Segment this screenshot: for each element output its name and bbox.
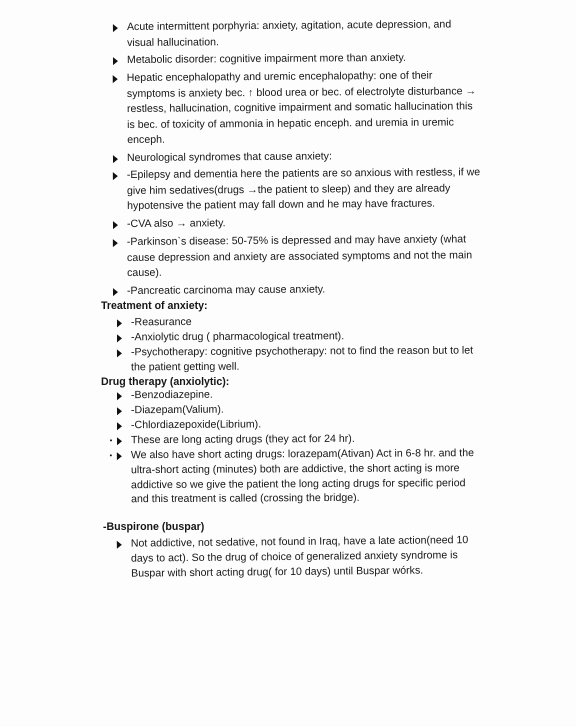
list-item-text: ultra-short acting (minutes) both are addictive, the short acting is more (130, 461, 460, 476)
list-item-text: -Psychotherapy: cognitive psychotherapy: not to find the reason but to let (130, 344, 474, 359)
bullet-icon (117, 541, 122, 549)
bullet-icon (113, 57, 118, 65)
bullet-icon (117, 334, 122, 342)
list-item-text: addictive so we give the patient the long acting drugs for specific period (131, 476, 466, 491)
bullet-icon (117, 437, 122, 445)
list-item-text: Metabolic disorder: cognitive impairment more than anxiety. (126, 51, 406, 67)
bullet-icon (113, 155, 118, 163)
list-item-text: restless, hallucination, cognitive impairment and somatic hallucination this (126, 100, 473, 115)
list-item-text: Acute intermittent porphyria: anxiety, agitation, acute depression, and (126, 18, 452, 34)
list-item-text: and this treatment is called (crossing the bridge). (131, 492, 360, 506)
list-item (0, 343, 576, 375)
treatment-heading: Treatment of anxiety: (101, 300, 208, 312)
bullet-icon (113, 288, 118, 296)
list-item-text: Not addictive, not sedative, not found in Iraq, have a late action(need 10 (130, 534, 469, 550)
list-item (0, 165, 576, 216)
bullet-icon (117, 350, 122, 358)
list-item-text: -Pancreatic carcinoma may cause anxiety. (126, 282, 326, 297)
treatment-list (0, 316, 576, 375)
list-item-text: -CVA also → anxiety. (126, 217, 226, 231)
list-item (0, 67, 576, 149)
list-item-text: Hepatic encephalopathy and uremic encephalopathy: one of their (126, 69, 433, 84)
list-item-text: -Benzodiazepine. (130, 388, 213, 402)
list-item-text: These are long acting drugs (they act for 24 hr). (130, 432, 355, 447)
list-item (0, 50, 576, 70)
list-item (0, 16, 576, 52)
list-item-text: -Chlordiazepoxide(Librium). (130, 418, 262, 432)
bullet-icon (113, 24, 118, 32)
buspirone-list (0, 534, 576, 584)
causes-list (0, 18, 576, 300)
bullet-icon (113, 75, 118, 83)
list-item-text: -Epilepsy and dementia here the patients are so anxious with restless, if we (126, 166, 481, 182)
list-item-text: -Diazepam(Valium). (130, 403, 224, 417)
list-item-text: We also have short acting drugs: lorazepam(Ativan) Act in 6-8 hr. and the (130, 447, 474, 462)
drug-therapy-heading: Drug therapy (anxiolytic): (101, 376, 230, 388)
list-item-text: cause depression and anxiety are associated symptoms and not the main (126, 248, 473, 264)
dot-icon (110, 439, 112, 441)
bullet-icon (117, 319, 122, 327)
list-item-text: enceph. (127, 133, 165, 147)
bullet-icon (117, 452, 122, 460)
list-item-text: symptoms is anxiety bec. ↑ blood urea or bec. of electrolyte disturbance → (126, 84, 477, 100)
list-item-text: days to act). So the drug of choice of generalized anxiety syndrome is (130, 549, 458, 565)
bullet-icon (117, 392, 122, 400)
list-item-text: the patient getting well. (131, 360, 240, 374)
bullet-icon (113, 172, 118, 180)
list-item-text: cause). (127, 266, 162, 279)
list-item (0, 231, 576, 282)
list-item-text: Buspar with short acting drug( for 10 days) until Buspar wórks. (131, 564, 424, 581)
list-item-text: -Reasurance (130, 315, 192, 329)
bullet-icon (117, 407, 122, 415)
buspirone-heading: -Buspirone (buspar) (103, 521, 205, 533)
bullet-icon (117, 422, 122, 430)
list-item-text: give him sedatives(drugs →the patient to sleep) and they are already (126, 182, 451, 197)
list-item (0, 445, 576, 508)
list-item (0, 532, 576, 584)
drug-therapy-list (0, 389, 576, 508)
list-item-text: Neurological syndromes that cause anxiety: (126, 150, 332, 164)
bullet-icon (113, 239, 118, 247)
bullet-icon (113, 221, 118, 229)
list-item (0, 280, 576, 300)
list-item-text: visual hallucination. (127, 35, 219, 49)
list-item-text: -Anxiolytic drug ( pharmacological treatment). (130, 330, 345, 344)
dot-icon (110, 454, 112, 456)
list-item (0, 214, 576, 234)
list-item-text: -Parkinson`s disease: 50-75% is depressed and may have anxiety (what (126, 233, 467, 248)
list-item-text: hypotensive the patient may fall down and he may have fractures. (127, 198, 436, 213)
list-item-text: is bec. of toxicity of ammonia in hepatic enceph. and uremia in uremic (127, 115, 454, 131)
